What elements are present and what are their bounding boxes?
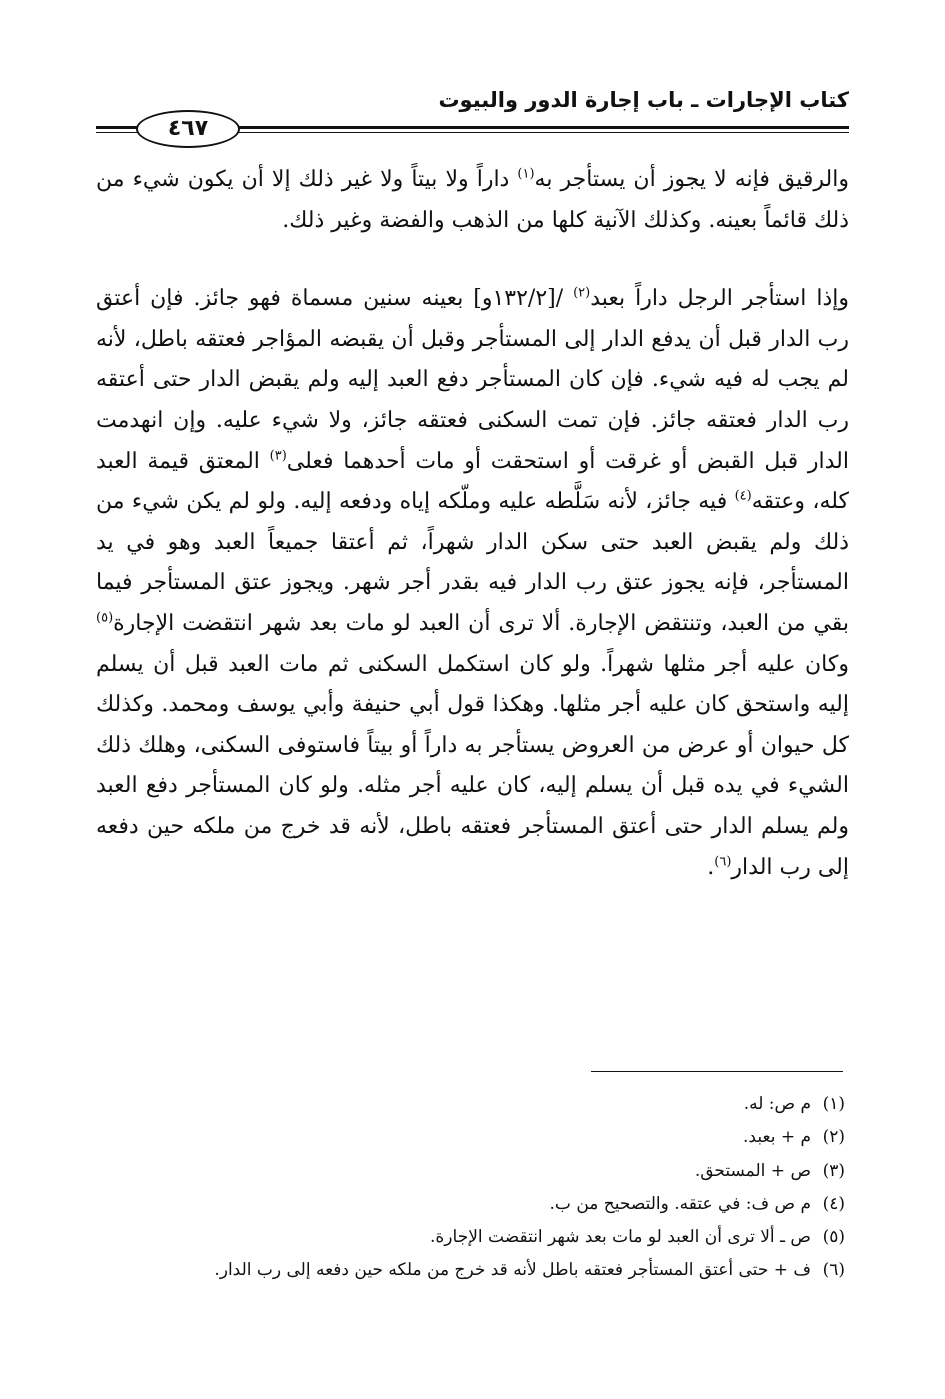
footnote-ref-4: (٤) xyxy=(734,488,752,504)
page-number: ٤٦٧ xyxy=(136,110,240,148)
text-segment: داراً ولا بيتاً ولا غير ذلك إلا أن يكون شيء من ذلك قائماً بعينه. وكذلك الآنية كلها من الذهب والفضة وغير ذلك. xyxy=(96,167,849,233)
footnote-text: ص ـ ألا ترى أن العبد لو مات بعد شهر انتقضت الإجارة. xyxy=(430,1227,811,1248)
paragraph-1 xyxy=(96,160,849,241)
footnote xyxy=(96,1221,845,1254)
text-segment: وكان عليه أجر مثلها شهراً. ولو كان استكمل السكنى ثم مات العبد قبل أن يسلم إليه واستحق كان عليه أجر مثلها. وهكذا قول أبي حنيفة وأبي يوسف ومحمد. وكذلك كل حيوان أو عرض من العروض يستأجر به داراً أو بيتاً فاستوفى السكنى، وهلك ذلك الشيء في يده قبل أن يسلم إليه، كان عليه أجر مثله. ولو كان المستأجر دفع العبد ولم يسلم الدار حتى أعتق المستأجر فعتقه باطل، لأنه قد خرج من ملكه حين دفعه إلى رب الدار xyxy=(96,651,849,880)
text-segment: المعتق قيمة العبد كله، وعتقه xyxy=(96,448,850,515)
footnote-text: ف + حتى أعتق المستأجر فعتقه باطل لأنه قد خرج من ملكه حين دفعه إلى رب الدار. xyxy=(214,1260,811,1281)
footnote-ref-6: (٦) xyxy=(714,854,732,870)
footnote xyxy=(96,1155,845,1188)
footnote-text: م ص: له. xyxy=(743,1094,811,1114)
footnote-text: م ص ف: في عتقه. والتصحيح من ب. xyxy=(549,1193,811,1214)
footnote xyxy=(96,1254,845,1287)
footnote xyxy=(96,1121,845,1154)
footnotes xyxy=(96,1088,845,1288)
text-segment: /[١٣٢/٢و] بعينه سنين مسماة فهو جائز. فإن أعتق رب الدار قبل أن يدفع الدار إلى المستأجر وقبل أن يقبضه المؤاجر فعتقه باطل، لأنه لم يجب له فيه شيء. فإن كان المستأجر دفع العبد إليه ولم يقبض الدار حتى أعتقه رب الدار فعتقه جائز. فإن تمت السكنى فعتقه جائز، ولا شيء عليه. وإن انهدمت الدار قبل القبض أو غرقت أو استحقت أو مات أحدهما فعلى xyxy=(96,286,849,474)
footnote xyxy=(96,1188,845,1221)
footnote-text: ص + المستحق. xyxy=(694,1160,811,1181)
text-segment: فيه جائز، لأنه سَلَّطه عليه وملّكه إياه ودفعه إليه. ولو لم يكن شيء من ذلك ولم يقبض العبد حتى سكن الدار شهراً، ثم أعتقا جميعاً العبد وهو في يد المستأجر، فإنه يجوز عتق رب الدار فيه بقدر أجر شهر. ويجوز عتق المستأجر فيما بقي من العبد، وتنتقض الإجارة. ألا ترى أن العبد لو مات بعد شهر انتقضت الإجارة xyxy=(96,489,849,636)
footnote-separator xyxy=(591,1071,843,1072)
text-segment: . xyxy=(707,854,715,880)
main-text xyxy=(96,160,849,888)
footnote-number: (٣) xyxy=(822,1160,845,1181)
footnote-number: (٢) xyxy=(822,1127,845,1148)
footnote-number: (٦) xyxy=(822,1260,845,1281)
footnote-number: (٤) xyxy=(822,1193,845,1214)
text-segment: وإذا استأجر الرجل داراً بعبد xyxy=(590,286,849,312)
paragraph-2 xyxy=(96,279,849,888)
running-title: كتاب الإجارات ـ باب إجارة الدور والبيوت xyxy=(438,88,849,112)
footnote-number: (٥) xyxy=(822,1227,845,1248)
footnote-ref-1: (١) xyxy=(517,166,535,182)
footnote-text: م + بعبد. xyxy=(743,1127,811,1148)
text-segment: والرقيق فإنه لا يجوز أن يستأجر به xyxy=(534,167,849,192)
footnote xyxy=(96,1088,845,1121)
footnote-number: (١) xyxy=(822,1094,845,1114)
footnote-ref-5: (٥) xyxy=(96,610,114,626)
footnote-ref-3: (٣) xyxy=(269,448,287,464)
footnote-ref-2: (٢) xyxy=(573,285,591,301)
page-header xyxy=(96,88,849,148)
